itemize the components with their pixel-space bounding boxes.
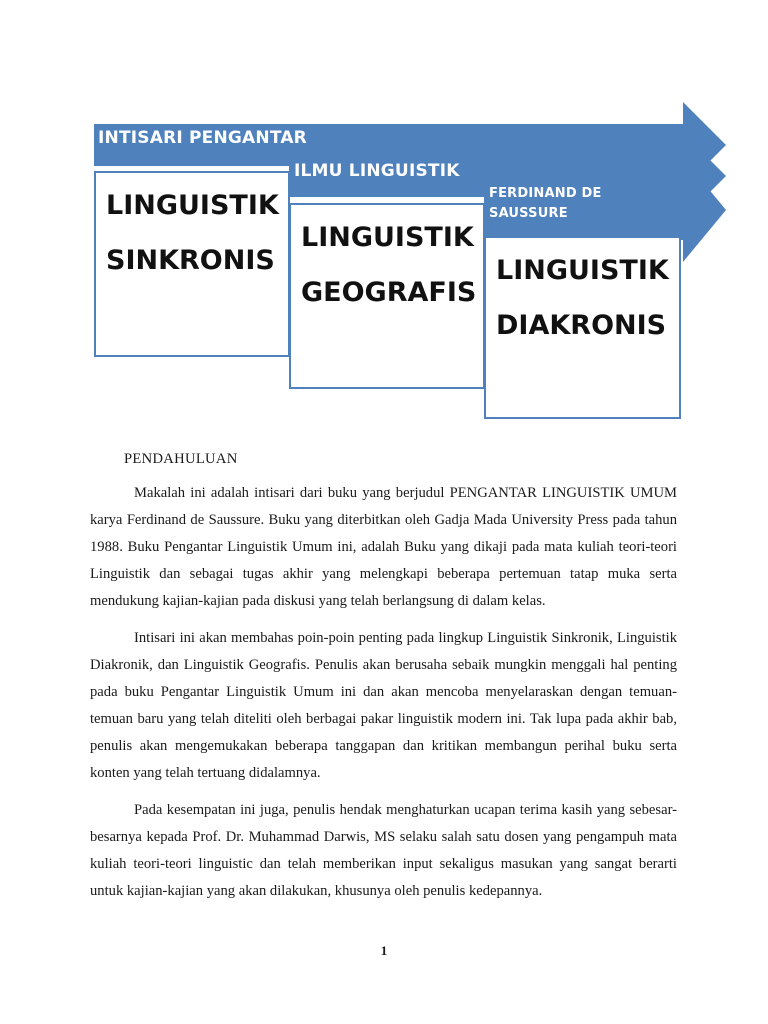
section-heading: PENDAHULUAN [124,451,238,467]
arrow-3-label [489,184,649,224]
page-number: 1 [380,943,388,958]
box-text-line: SINKRONIS [106,245,275,276]
box-text-line: LINGUISTIK [301,222,474,253]
box-linguistik-sinkronis [94,171,290,357]
document-body [90,448,677,915]
box-text-line: GEOGRAFIS [301,277,477,308]
box-linguistik-geografis [289,203,485,389]
arrow-2-label: ILMU LINGUISTIK [294,161,460,181]
box-text-line: DIAKRONIS [496,310,667,341]
arrow-3-label-line: FERDINAND DE [489,186,602,201]
paragraph: Makalah ini adalah intisari dari buku yang berjudul PENGANTAR LINGUISTIK UMUM karya Ferdinand de Saussure. Buku yang diterbitkan oleh Gadja Mada University Press pada tahun 1988. Buku Pengantar Linguistik Umum ini, adalah Buku yang dikaji pada mata kuliah teori-teori Linguistik dan sebagai tugas akhir yang melengkapi beberapa pertemuan tatap muka serta mendukung kajian-kajian pada diskusi yang telah berlangsung di dalam kelas. [90,485,677,609]
box-text-line: LINGUISTIK [106,190,279,221]
box-linguistik-diakronis [484,236,681,419]
arrow-1-label: INTISARI PENGANTAR [98,128,307,148]
box-text-line: LINGUISTIK [496,255,669,286]
arrow-3-label-line: SAUSSURE [489,206,568,221]
paragraph: Intisari ini akan membahas poin-poin penting pada lingkup Linguistik Sinkronik, Linguistik Diakronik, dan Linguistik Geografis. Penulis akan berusaha sebaik mungkin menggali hal penting pada buku Pengantar Linguistik Umum ini dan akan mencoba menyelaraskan dengan temuan-temuan baru yang telah diteliti oleh berbagai pakar linguistik modern ini. Tak lupa pada akhir bab, penulis akan mengemukakan beberapa tanggapan dan kritikan membangun perihal buku serta konten yang telah tertuang didalamnya. [90,630,677,781]
paragraph: Pada kesempatan ini juga, penulis hendak menghaturkan ucapan terima kasih yang sebesar-besarnya kepada Prof. Dr. Muhammad Darwis, MS selaku salah satu dosen yang pengampuh mata kuliah teori-teori linguistic dan telah memberikan input sekaligus masukan yang sangat berarti untuk kajian-kajian yang akan dilakukan, khusunya oleh penulis kedepannya. [90,802,677,899]
